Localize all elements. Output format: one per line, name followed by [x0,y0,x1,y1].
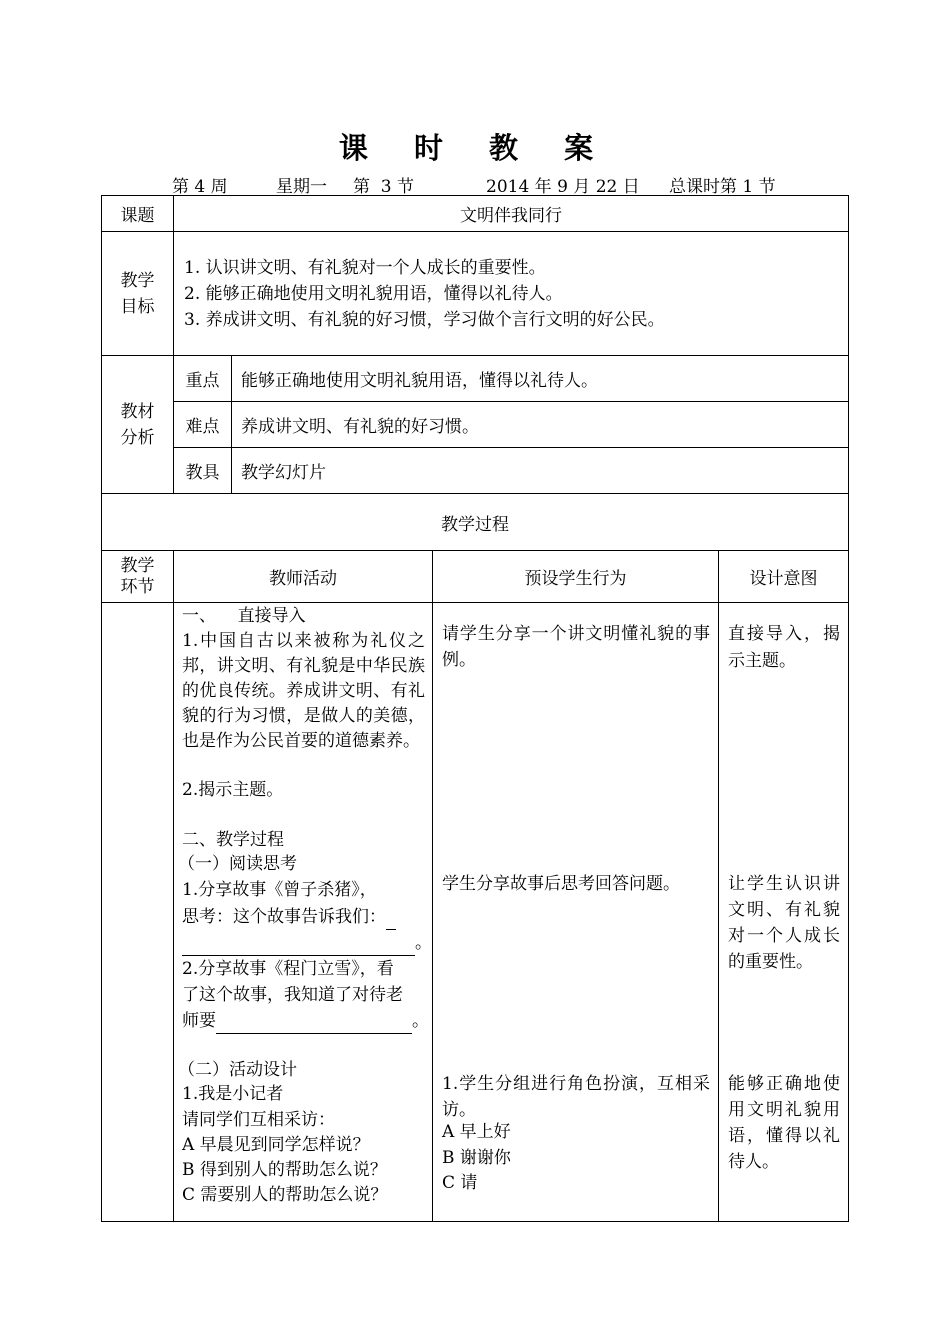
analysis-row-key [102,356,849,402]
student-response-2: 学生分享故事后思考回答问题。 [442,874,680,894]
student-answer-c: C 请 [442,1173,478,1193]
key-point-value: 能够正确地使用文明礼貌用语，懂得以礼待人。 [232,356,849,402]
date-label: 2014 年 9 月 22 日 [486,177,640,197]
intent-2: 让学生认识讲文明、有礼貌对一个人成长的重要性。 [728,874,840,972]
total-lessons-label: 总课时第 1 节 [669,177,776,197]
reveal-theme-text: 2.揭示主题。 [182,780,284,800]
lesson-plan-table [101,195,849,1222]
answer-blank [216,1015,412,1034]
activity-question-c: C 需要别人的帮助怎么说？ [182,1185,388,1205]
section-direct-intro-title: 一、 直接导入 [182,606,306,626]
intent-1: 直接导入，揭示主题。 [728,624,840,671]
story-2-line: 2.分享故事《程门立雪》，看 [182,959,394,979]
student-response-3: 1.学生分组进行角色扮演，互相采访。 [442,1074,710,1120]
goals-row [102,232,849,356]
stage-cell [102,603,174,1222]
goal-item: 2. 能够正确地使用文明礼貌用语，懂得以礼待人。 [184,283,563,304]
story-1-line: 1.分享故事《曾子杀猪》， [182,880,377,900]
activity-question-a: A 早晨见到同学怎样说？ [182,1135,370,1155]
intent-3: 能够正确地使用文明礼貌用语，懂得以礼待人。 [728,1074,840,1172]
goals-label: 教学 目标 [102,232,174,356]
intent-column-header: 设计意图 [719,551,849,603]
analysis-row-difficulty [102,402,849,448]
goal-item: 3. 养成讲文明、有礼貌的好习惯，学习做个言行文明的好公民。 [184,309,665,330]
goal-item: 1. 认识讲文明、有礼貌对一个人成长的重要性。 [184,257,546,278]
story-1-question: 思考：这个故事告诉我们： [182,904,396,930]
student-column-header: 预设学生行为 [433,551,719,603]
answer-blank [182,937,415,956]
stage-column-header: 教学 环节 [102,551,174,603]
process-heading: 教学过程 [102,494,849,551]
analysis-label: 教材 分析 [102,356,174,494]
weekday-label: 星期一 [276,177,327,197]
analysis-row-aids [102,448,849,494]
activity-question-b: B 得到别人的帮助怎么说？ [182,1160,387,1180]
goals-list [174,232,849,356]
difficulty-label: 难点 [174,402,232,448]
page-title: 课 时 教 案 [338,131,612,165]
activity-intro: 请同学们互相采访： [182,1110,335,1130]
period-label: 第 3 节 [353,177,415,197]
story-1-answer-line: 。 [182,930,432,956]
topic-label: 课题 [102,196,174,232]
subsection-reading-title: （一）阅读思考 [178,854,297,874]
teaching-aids-label: 教具 [174,448,232,494]
process-body-row [102,603,849,1222]
story-2-question: 师要 。 [182,1008,429,1034]
topic-value: 文明伴我同行 [174,196,849,232]
student-response-1: 请学生分享一个讲文明懂礼貌的事例。 [442,624,710,670]
activity-1-title: 1.我是小记者 [182,1084,284,1104]
section-process-title: 二、教学过程 [182,830,284,850]
process-column-headers [102,551,849,603]
process-heading-row [102,494,849,551]
teaching-aids-value: 教学幻灯片 [232,448,849,494]
topic-row [102,196,849,232]
difficulty-value: 养成讲文明、有礼貌的好习惯。 [232,402,849,448]
teacher-column-header: 教师活动 [174,551,433,603]
week-label: 第 4 周 [172,177,228,197]
design-intent-cell [719,603,849,1222]
key-point-label: 重点 [174,356,232,402]
student-answer-b: B 谢谢你 [442,1148,511,1168]
answer-blank [386,911,396,930]
story-2-line: 了这个故事，我知道了对待老 [182,985,403,1005]
student-answer-a: A 早上好 [442,1122,511,1142]
intro-paragraph: 1.中国自古以来被称为礼仪之邦，讲文明、有礼貌是中华民族的优良传统。养成讲文明、有礼貌的行为习惯，是做人的美德，也是作为公民首要的道德素养。 [182,631,425,751]
student-behavior-cell [433,603,719,1222]
teacher-activity-cell [174,603,433,1222]
subsection-activity-title: （二）活动设计 [178,1060,297,1080]
